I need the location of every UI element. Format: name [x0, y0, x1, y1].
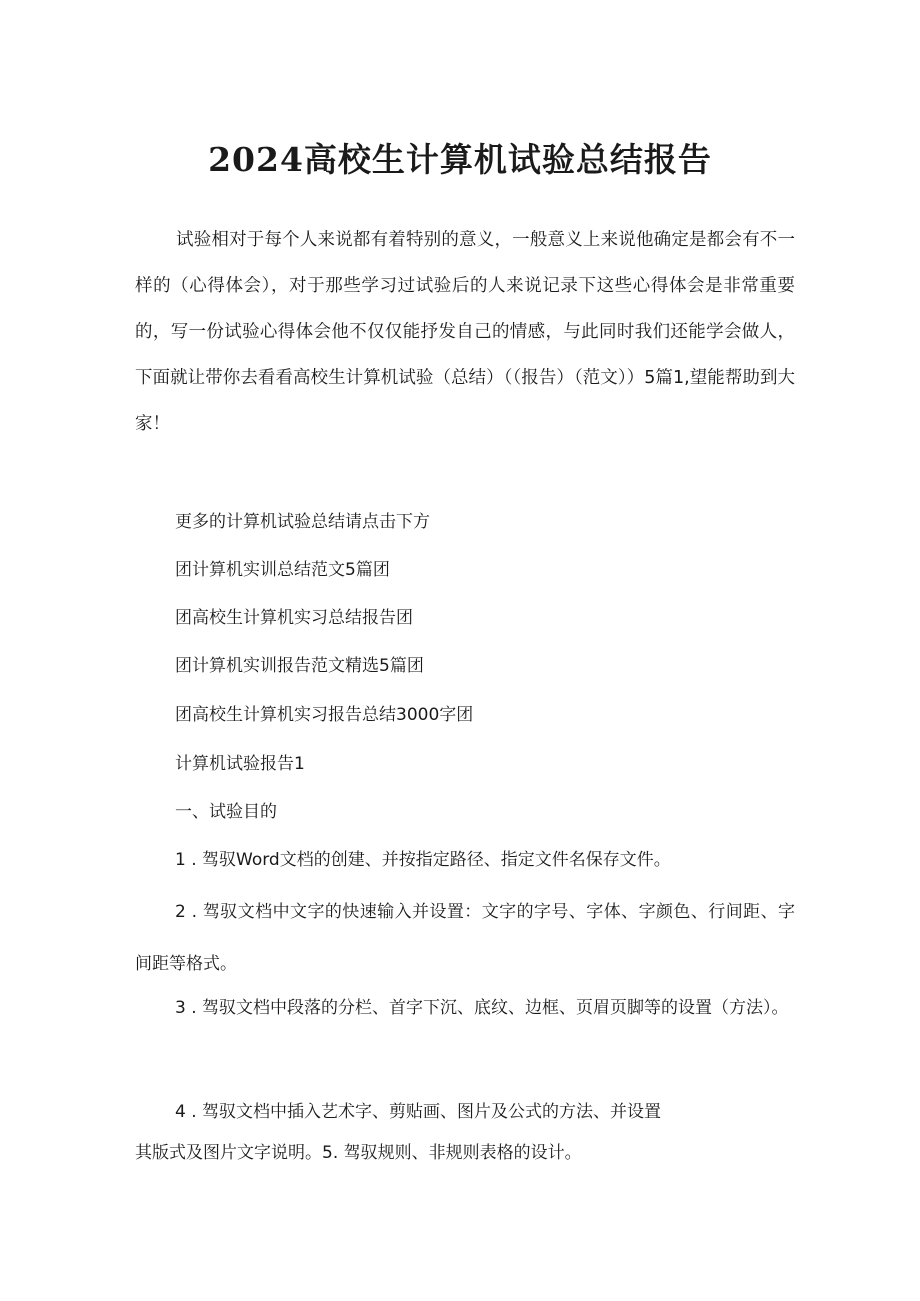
list-item: 4 . 驾驭文档中插入艺术字、剪贴画、图片及公式的方法、并设置 [175, 1102, 662, 1122]
page-title: 2024高校生计算机试验总结报告 [208, 140, 712, 179]
more-link-text: 更多的计算机试验总结请点击下方 [175, 512, 430, 532]
link-item[interactable]: 团高校生计算机实习总结报告团 [175, 608, 413, 628]
link-item[interactable]: 团计算机实训报告范文精选5篇团 [175, 656, 424, 676]
intro-paragraph: 试验相对于每个人来说都有着特别的意义，一般意义上来说他确定是都会有不一样的（心得体会），对于那些学习过试验后的人来说记录下这些心得体会是非常重要的，写一份试验心得体会他不仅仅能抒发自己的情感，与此同时我们还能学会做人，下面就让带你去看看高校生计算机试验（总结）（（报告）（范文））5篇1,望能帮助到大家！ [135, 230, 795, 434]
section-heading: 一、试验目的 [175, 802, 277, 822]
report-heading: 计算机试验报告1 [175, 754, 305, 774]
list-item: 3 . 驾驭文档中段落的分栏、首字下沉、底纹、边框、页眉页脚等的设置（方法）。 [175, 998, 789, 1018]
list-item: 2 . 驾驭文档中文字的快速输入并设置：文字的字号、字体、字颜色、行间距、字间距等格式。 [135, 902, 795, 974]
link-item[interactable]: 团高校生计算机实习报告总结3000字团 [175, 705, 474, 725]
list-item: 1 . 驾驭Word文档的创建、并按指定路径、指定文件名保存文件。 [175, 850, 671, 870]
link-item[interactable]: 团计算机实训总结范文5篇团 [175, 560, 390, 580]
list-item-continuation: 其版式及图片文字说明。5. 驾驭规则、非规则表格的设计。 [135, 1143, 582, 1163]
